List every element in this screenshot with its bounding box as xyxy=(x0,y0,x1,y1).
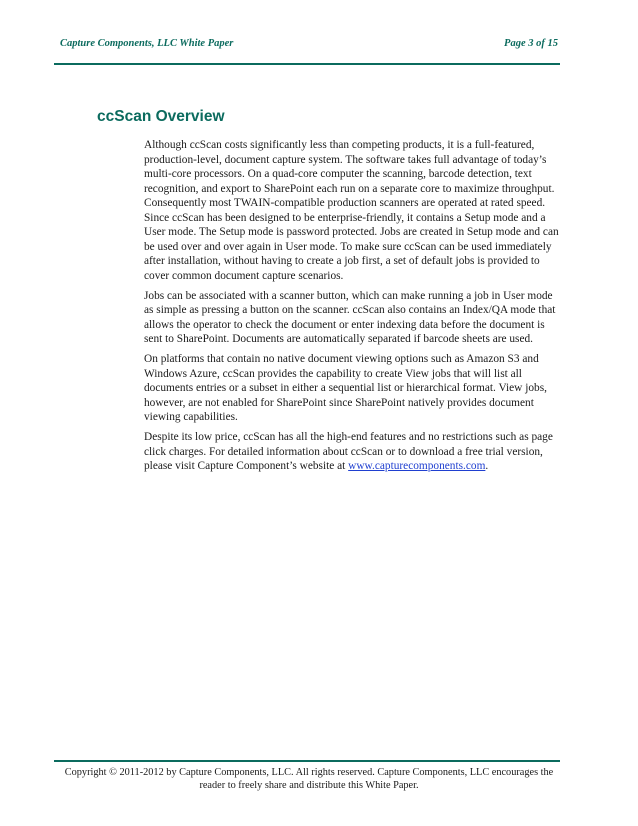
paragraph-4-text: Despite its low price, ccScan has all the high-end features and no restrictions such as page click charges. For detailed information about ccScan or to download a free trial version, please visit Capture Component’s website at xyxy=(144,431,553,472)
paragraph-2: Jobs can be associated with a scanner button, which can make running a job in User mode as simple as pressing a button on the scanner. ccScan also contains an Index/QA mode that allows the operator to check the document or enter indexing data before the document is sent to SharePoint. Documents are automatically separated if barcode sheets are used. xyxy=(144,289,556,345)
paragraph-4 xyxy=(144,430,564,474)
paragraph-1: Although ccScan costs significantly less than competing products, it is a full-featured, production-level, document capture system. The software takes full advantage of today’s multi-core processors. On a quad-core computer the scanning, barcode detection, text recognition, and export to SharePoint each run on a separate core to maximize throughput. Consequently most TWAIN-compatible production scanners are operated at rated speed. Since ccScan has been designed to be enterprise-friendly, it contains a Setup mode and a User mode. The Setup mode is password protected. Jobs are created in Setup mode and can be used over and over again in User mode. To make sure ccScan can be used immediately after installation, without having to create a job first, a set of default jobs is provided to cover common document capture scenarios. xyxy=(144,139,559,282)
paragraph-4-end: . xyxy=(485,460,489,472)
footer-share-line: reader to freely share and distribute this White Paper. xyxy=(199,780,419,791)
header-divider xyxy=(54,63,560,65)
section-body xyxy=(144,138,564,479)
footer-copyright-line: Copyright © 2011-2012 by Capture Components, LLC. All rights reserved. Capture Components, LLC encourages the xyxy=(64,767,554,778)
paragraph-3: On platforms that contain no native document viewing options such as Amazon S3 and Windows Azure, ccScan provides the capability to create View jobs that will list all documents entries or a subset in either a sequential list or hierarchical format. View jobs, however, are not enabled for SharePoint since SharePoint natively provides document viewing capabilities. xyxy=(144,353,547,423)
header-company-title: Capture Components, LLC White Paper xyxy=(60,38,234,49)
website-link[interactable]: www.capturecomponents.com xyxy=(348,460,486,472)
header-page-number: Page 3 of 15 xyxy=(504,38,558,49)
page-header xyxy=(60,38,558,54)
page-footer xyxy=(56,766,562,792)
footer-divider xyxy=(54,760,560,762)
section-heading: ccScan Overview xyxy=(97,108,225,125)
